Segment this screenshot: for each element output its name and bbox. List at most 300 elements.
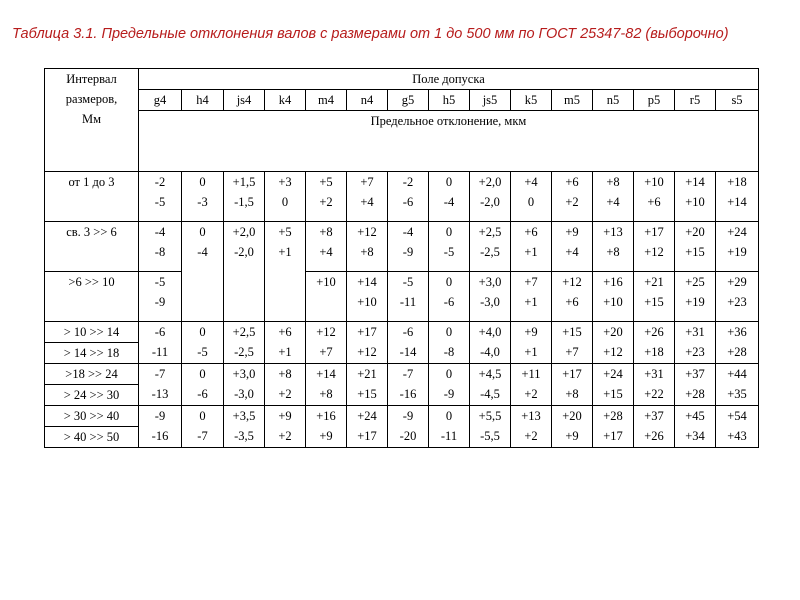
upper-deviation: +16 (603, 275, 623, 289)
table-row (45, 222, 759, 272)
value-k4 (265, 364, 306, 406)
lower-deviation: -13 (151, 387, 169, 401)
lower-deviation: +2 (278, 387, 292, 401)
lower-deviation: -1,5 (234, 195, 254, 209)
header-row-fields (45, 69, 759, 90)
value-h5 (429, 272, 470, 322)
upper-deviation: -4 (402, 225, 414, 239)
value-p5 (634, 172, 675, 222)
value-h5 (429, 222, 470, 272)
upper-deviation: +7 (360, 175, 374, 189)
upper-deviation: +5,5 (478, 409, 502, 423)
lower-deviation: 0 (527, 195, 535, 209)
value-k5 (511, 172, 552, 222)
range-cell: св. 3 >> 6 (45, 222, 139, 272)
value-h5 (429, 172, 470, 222)
value-h4 (182, 406, 224, 448)
upper-deviation: +17 (562, 367, 582, 381)
upper-deviation: -5 (154, 275, 166, 289)
value-m5 (552, 364, 593, 406)
upper-deviation: 0 (445, 225, 453, 239)
upper-deviation: +31 (644, 367, 664, 381)
lower-deviation: -3,5 (234, 429, 254, 443)
upper-deviation: +20 (562, 409, 582, 423)
upper-deviation: +2,0 (478, 175, 502, 189)
value-n5 (593, 222, 634, 272)
lower-deviation: +15 (685, 245, 705, 259)
lower-deviation: +14 (727, 195, 747, 209)
upper-deviation: +14 (357, 275, 377, 289)
upper-deviation: +6 (565, 175, 579, 189)
upper-deviation: 0 (445, 275, 453, 289)
upper-deviation: +4,5 (478, 367, 502, 381)
value-js5 (470, 406, 511, 448)
lower-deviation: -7 (197, 429, 208, 443)
value-k4 (265, 222, 306, 322)
lower-deviation: +15 (603, 387, 623, 401)
value-js4 (224, 322, 265, 364)
lower-deviation: -4,5 (480, 387, 500, 401)
field-js4: js4 (224, 90, 265, 111)
deviation-header: Предельное отклонение, мкм (139, 111, 759, 172)
lower-deviation: -4,0 (480, 345, 500, 359)
lower-deviation: +12 (603, 345, 623, 359)
upper-deviation: +31 (685, 325, 705, 339)
value-g5 (388, 322, 429, 364)
range-cell: > 24 >> 30 (45, 385, 139, 406)
lower-deviation: +4 (565, 245, 579, 259)
value-g5 (388, 406, 429, 448)
table-title: Таблица 3.1. Предельные отклонения валов с размерами от 1 до 500 мм по ГОСТ 25347-82 (выборочно) (12, 26, 729, 42)
range-cell: > 14 >> 18 (45, 343, 139, 364)
upper-deviation: +2,5 (232, 325, 256, 339)
lower-deviation: -2,0 (480, 195, 500, 209)
value-m4 (306, 222, 347, 272)
upper-deviation: +8 (606, 175, 620, 189)
value-r5 (675, 222, 716, 272)
value-h4 (182, 364, 224, 406)
lower-deviation: +10 (603, 295, 623, 309)
value-k5 (511, 364, 552, 406)
upper-deviation: +21 (357, 367, 377, 381)
lower-deviation: +23 (685, 345, 705, 359)
range-cell: > 10 >> 14 (45, 322, 139, 343)
value-n5 (593, 364, 634, 406)
lower-deviation: -20 (399, 429, 417, 443)
lower-deviation: +15 (357, 387, 377, 401)
upper-deviation: +4 (524, 175, 538, 189)
value-h4 (182, 322, 224, 364)
upper-deviation: +6 (524, 225, 538, 239)
lower-deviation: -6 (197, 387, 208, 401)
upper-deviation: -9 (402, 409, 414, 423)
value-r5 (675, 322, 716, 364)
table-row (45, 322, 759, 343)
upper-deviation: +24 (727, 225, 747, 239)
value-g5 (388, 272, 429, 322)
value-js5 (470, 364, 511, 406)
value-m4 (306, 172, 347, 222)
upper-deviation: +3,0 (478, 275, 502, 289)
value-h4 (182, 172, 224, 222)
lower-deviation: -9 (402, 245, 414, 259)
value-js4 (224, 172, 265, 222)
upper-deviation: +25 (685, 275, 705, 289)
value-n4 (347, 364, 388, 406)
lower-deviation: -8 (443, 345, 455, 359)
value-m5 (552, 406, 593, 448)
lower-deviation: -9 (154, 295, 166, 309)
value-js4 (224, 406, 265, 448)
lower-deviation: +28 (685, 387, 705, 401)
upper-deviation: +16 (316, 409, 336, 423)
lower-deviation: +34 (685, 429, 705, 443)
lower-deviation: +1 (278, 345, 292, 359)
lower-deviation: -3,0 (480, 295, 500, 309)
upper-deviation: 0 (199, 225, 206, 239)
lower-deviation: +19 (727, 245, 747, 259)
lower-deviation: +15 (644, 295, 664, 309)
field-k5: k5 (511, 90, 552, 111)
field-header: Поле допуска (139, 69, 759, 90)
value-n4 (347, 172, 388, 222)
lower-deviation: -16 (151, 429, 169, 443)
upper-deviation: +45 (685, 409, 705, 423)
lower-deviation: +4 (319, 245, 333, 259)
lower-deviation: +1 (524, 345, 538, 359)
value-m5 (552, 322, 593, 364)
lower-deviation: -6 (443, 295, 455, 309)
upper-deviation: +17 (644, 225, 664, 239)
value-s5 (716, 272, 759, 322)
value-h5 (429, 322, 470, 364)
lower-deviation: +28 (727, 345, 747, 359)
value-p5 (634, 406, 675, 448)
value-m4 (306, 272, 347, 322)
lower-deviation: +7 (319, 345, 333, 359)
value-k5 (511, 322, 552, 364)
upper-deviation: +12 (357, 225, 377, 239)
range-cell: от 1 до 3 (45, 172, 139, 222)
value-js4 (224, 364, 265, 406)
lower-deviation: +2 (319, 195, 333, 209)
upper-deviation: +14 (685, 175, 705, 189)
value-r5 (675, 172, 716, 222)
lower-deviation: +43 (727, 429, 747, 443)
value-k4 (265, 322, 306, 364)
value-p5 (634, 222, 675, 272)
value-g4 (139, 406, 182, 448)
upper-deviation: +24 (603, 367, 623, 381)
upper-deviation: +9 (524, 325, 538, 339)
value-m5 (552, 222, 593, 272)
lower-deviation: +2 (524, 429, 538, 443)
upper-deviation: -7 (402, 367, 414, 381)
lower-deviation: -2,0 (234, 245, 254, 259)
upper-deviation: +12 (316, 325, 336, 339)
upper-deviation: +21 (644, 275, 664, 289)
upper-deviation: +9 (565, 225, 579, 239)
lower-deviation: +8 (360, 245, 374, 259)
field-h5: h5 (429, 90, 470, 111)
lower-deviation: +8 (565, 387, 579, 401)
upper-deviation: 0 (445, 325, 453, 339)
field-h4: h4 (182, 90, 224, 111)
upper-deviation: +14 (316, 367, 336, 381)
upper-deviation: +37 (644, 409, 664, 423)
upper-deviation: 0 (199, 175, 206, 189)
value-g5 (388, 364, 429, 406)
lower-deviation: +12 (357, 345, 377, 359)
lower-deviation: -4 (443, 195, 455, 209)
upper-deviation: +20 (603, 325, 623, 339)
field-r5: r5 (675, 90, 716, 111)
value-m4 (306, 406, 347, 448)
value-k4 (265, 172, 306, 222)
field-js5: js5 (470, 90, 511, 111)
lower-deviation: -6 (402, 195, 414, 209)
value-n4 (347, 222, 388, 272)
lower-deviation: -11 (440, 429, 458, 443)
upper-deviation: +12 (562, 275, 582, 289)
tolerance-table (44, 68, 759, 448)
value-g5 (388, 172, 429, 222)
lower-deviation: +9 (565, 429, 579, 443)
upper-deviation: +11 (521, 367, 541, 381)
range-cell: > 40 >> 50 (45, 427, 139, 448)
upper-deviation: +6 (278, 325, 292, 339)
interval-header-line: Мм (81, 112, 102, 126)
lower-deviation: -11 (399, 295, 417, 309)
upper-deviation: 0 (199, 325, 206, 339)
lower-deviation: +7 (565, 345, 579, 359)
upper-deviation: +4,0 (478, 325, 502, 339)
upper-deviation: -7 (154, 367, 166, 381)
field-g5: g5 (388, 90, 429, 111)
lower-deviation: +26 (644, 429, 664, 443)
value-m5 (552, 272, 593, 322)
upper-deviation: -2 (154, 175, 166, 189)
value-r5 (675, 406, 716, 448)
value-js5 (470, 272, 511, 322)
value-s5 (716, 172, 759, 222)
upper-deviation: +7 (524, 275, 538, 289)
value-p5 (634, 364, 675, 406)
lower-deviation: +6 (565, 295, 579, 309)
lower-deviation: +23 (727, 295, 747, 309)
value-r5 (675, 272, 716, 322)
value-js5 (470, 322, 511, 364)
field-n4: n4 (347, 90, 388, 111)
value-m4 (306, 322, 347, 364)
value-k5 (511, 406, 552, 448)
upper-deviation: +13 (521, 409, 541, 423)
field-k4: k4 (265, 90, 306, 111)
upper-deviation: +1,5 (232, 175, 256, 189)
range-cell: >6 >> 10 (45, 272, 139, 322)
upper-deviation: +9 (278, 409, 292, 423)
lower-deviation (306, 292, 346, 312)
interval-header-line: размеров, (65, 92, 118, 106)
upper-deviation: -6 (402, 325, 414, 339)
value-n4 (347, 322, 388, 364)
upper-deviation: +13 (603, 225, 623, 239)
upper-deviation: +5 (278, 225, 292, 239)
lower-deviation: +18 (644, 345, 664, 359)
lower-deviation: +35 (727, 387, 747, 401)
upper-deviation: +10 (644, 175, 664, 189)
range-cell: >18 >> 24 (45, 364, 139, 385)
lower-deviation: -9 (443, 387, 455, 401)
lower-deviation: +4 (360, 195, 374, 209)
upper-deviation: +28 (603, 409, 623, 423)
lower-deviation: +22 (644, 387, 664, 401)
value-k4 (265, 406, 306, 448)
value-k5 (511, 222, 552, 272)
lower-deviation: -3,0 (234, 387, 254, 401)
value-m4 (306, 364, 347, 406)
lower-deviation: -3 (197, 195, 208, 209)
upper-deviation: +37 (685, 367, 705, 381)
interval-header (45, 69, 139, 172)
value-s5 (716, 406, 759, 448)
lower-deviation: -2,5 (234, 345, 254, 359)
value-n5 (593, 172, 634, 222)
value-g4 (139, 222, 182, 272)
lower-deviation: +10 (357, 295, 377, 309)
upper-deviation: +5 (319, 175, 333, 189)
upper-deviation: +54 (727, 409, 747, 423)
value-n5 (593, 406, 634, 448)
table-row (45, 272, 759, 322)
value-s5 (716, 364, 759, 406)
upper-deviation: +24 (357, 409, 377, 423)
upper-deviation: +26 (644, 325, 664, 339)
upper-deviation: 0 (199, 367, 206, 381)
field-m4: m4 (306, 90, 347, 111)
field-p5: p5 (634, 90, 675, 111)
lower-deviation: +6 (647, 195, 661, 209)
lower-deviation: +2 (524, 387, 538, 401)
header-row-deviation (45, 111, 759, 172)
upper-deviation: 0 (199, 409, 206, 423)
lower-deviation: -5,5 (480, 429, 500, 443)
field-s5: s5 (716, 90, 759, 111)
value-n4 (347, 406, 388, 448)
upper-deviation: +17 (357, 325, 377, 339)
upper-deviation: 0 (445, 175, 453, 189)
upper-deviation: 0 (445, 367, 453, 381)
upper-deviation: +36 (727, 325, 747, 339)
lower-deviation: +9 (319, 429, 333, 443)
value-js4 (224, 222, 265, 322)
value-s5 (716, 222, 759, 272)
upper-deviation: +29 (727, 275, 747, 289)
upper-deviation: +8 (278, 367, 292, 381)
value-n5 (593, 322, 634, 364)
lower-deviation: -4 (197, 245, 208, 259)
value-n5 (593, 272, 634, 322)
table-row (45, 172, 759, 222)
value-g4 (139, 172, 182, 222)
upper-deviation: -4 (154, 225, 166, 239)
lower-deviation: +12 (644, 245, 664, 259)
lower-deviation: 0 (281, 195, 289, 209)
lower-deviation: -16 (399, 387, 417, 401)
value-h5 (429, 406, 470, 448)
lower-deviation: -5 (443, 245, 455, 259)
lower-deviation: +2 (565, 195, 579, 209)
value-js5 (470, 172, 511, 222)
lower-deviation: +4 (606, 195, 620, 209)
value-p5 (634, 272, 675, 322)
value-js5 (470, 222, 511, 272)
value-h4 (182, 222, 224, 322)
upper-deviation: +44 (727, 367, 747, 381)
upper-deviation: -9 (154, 409, 166, 423)
lower-deviation: -2,5 (480, 245, 500, 259)
value-r5 (675, 364, 716, 406)
upper-deviation: +20 (685, 225, 705, 239)
value-s5 (716, 322, 759, 364)
lower-deviation: -5 (197, 345, 208, 359)
table-row (45, 364, 759, 385)
upper-deviation: +18 (727, 175, 747, 189)
upper-deviation: +3,5 (232, 409, 256, 423)
upper-deviation: -5 (402, 275, 414, 289)
lower-deviation: +8 (319, 387, 333, 401)
table-row (45, 406, 759, 427)
upper-deviation: +15 (562, 325, 582, 339)
lower-deviation: +1 (524, 245, 538, 259)
upper-deviation: +3,0 (232, 367, 256, 381)
value-g4 (139, 272, 182, 322)
upper-deviation: +8 (319, 225, 333, 239)
interval-header-line: Интервал (66, 72, 117, 86)
value-m5 (552, 172, 593, 222)
upper-deviation: +10 (316, 275, 336, 289)
header-row-field-names (45, 90, 759, 111)
value-g5 (388, 222, 429, 272)
lower-deviation: +10 (685, 195, 705, 209)
lower-deviation: -8 (154, 245, 166, 259)
range-cell: > 30 >> 40 (45, 406, 139, 427)
lower-deviation: -14 (399, 345, 417, 359)
lower-deviation: -5 (154, 195, 166, 209)
value-k5 (511, 272, 552, 322)
lower-deviation: +17 (357, 429, 377, 443)
lower-deviation: +2 (278, 429, 292, 443)
value-n4 (347, 272, 388, 322)
value-g4 (139, 364, 182, 406)
lower-deviation: +8 (606, 245, 620, 259)
field-n5: n5 (593, 90, 634, 111)
lower-deviation: +17 (603, 429, 623, 443)
upper-deviation: -6 (154, 325, 166, 339)
lower-deviation: +1 (278, 245, 292, 259)
upper-deviation: +2,5 (478, 225, 502, 239)
upper-deviation: -2 (402, 175, 414, 189)
value-g4 (139, 322, 182, 364)
value-p5 (634, 322, 675, 364)
upper-deviation: 0 (445, 409, 453, 423)
lower-deviation: -11 (151, 345, 169, 359)
lower-deviation: +1 (524, 295, 538, 309)
value-h5 (429, 364, 470, 406)
field-g4: g4 (139, 90, 182, 111)
lower-deviation: +19 (685, 295, 705, 309)
upper-deviation: +3 (278, 175, 292, 189)
